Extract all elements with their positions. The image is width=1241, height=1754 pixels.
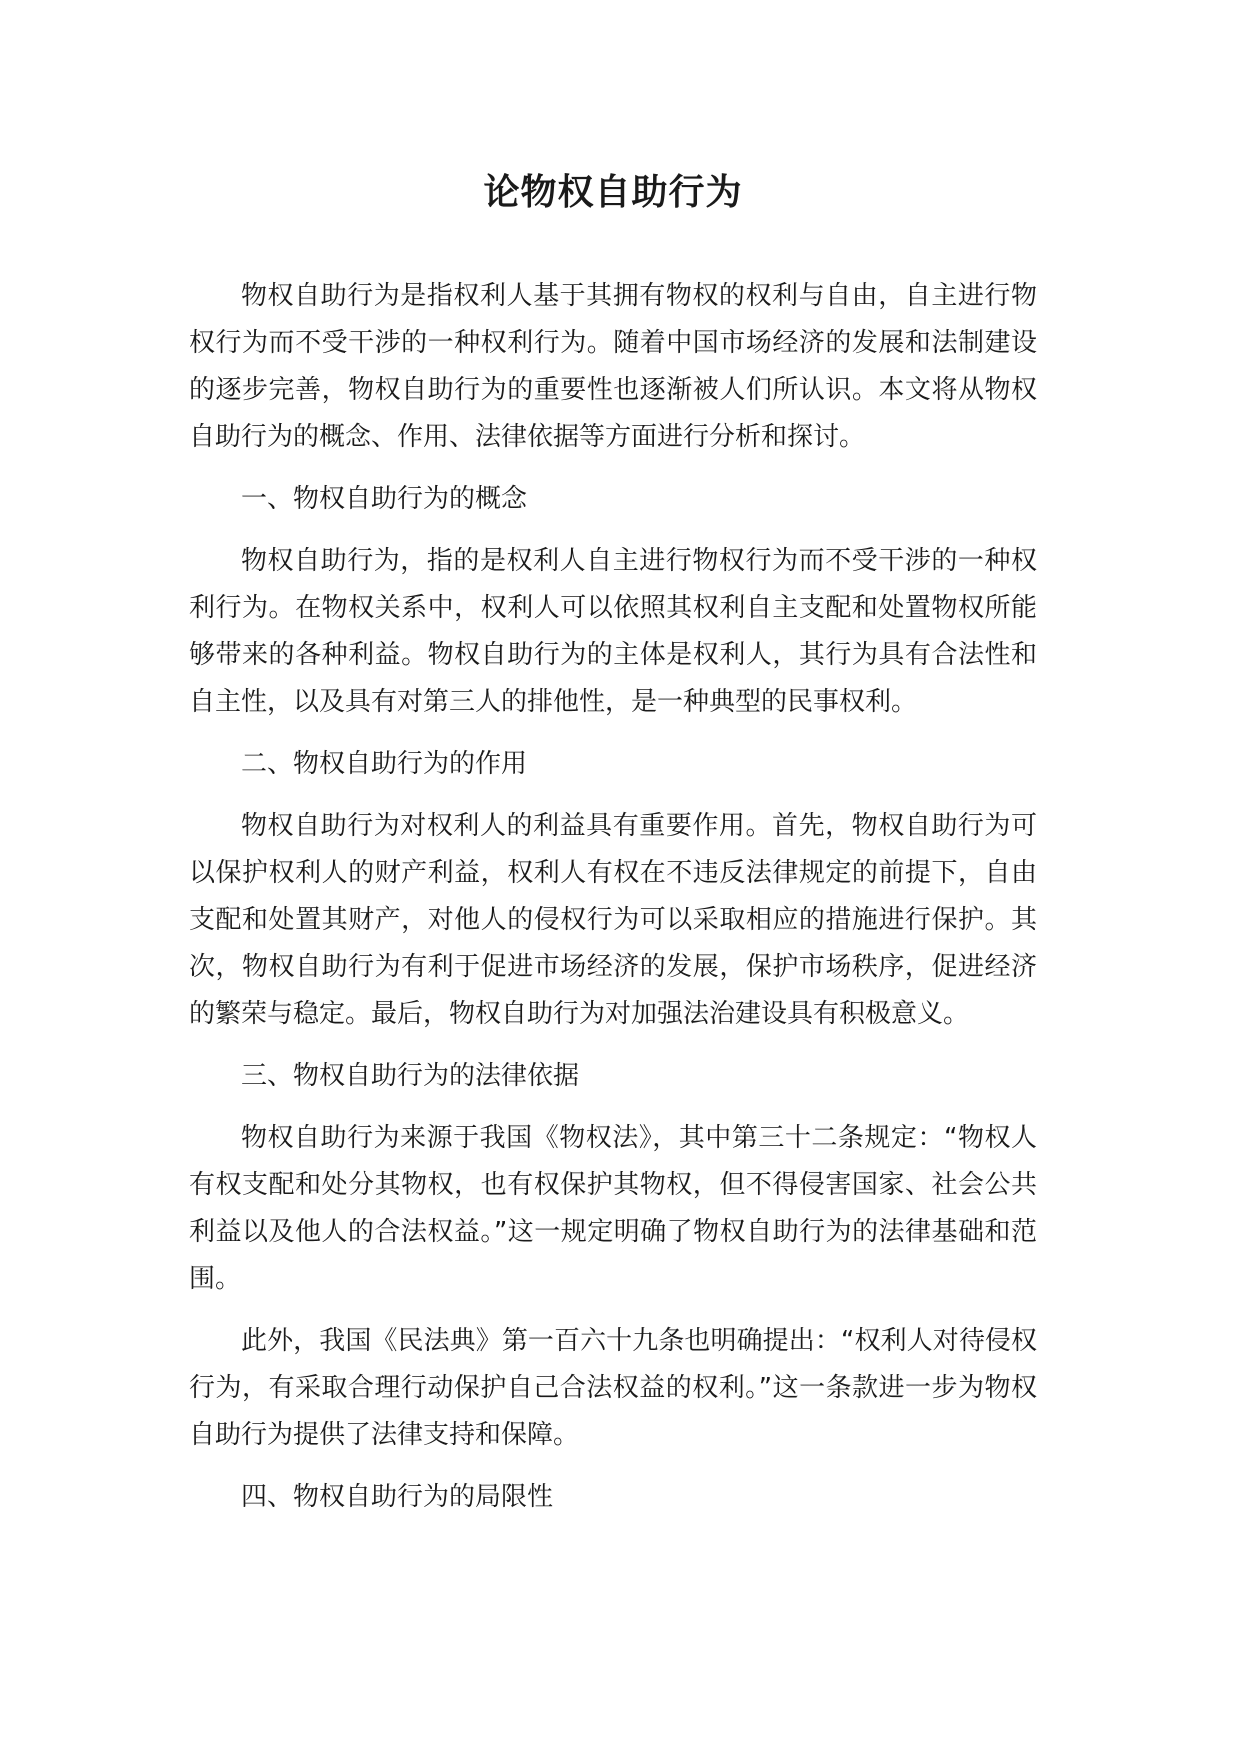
function-paragraph: 物权自助行为对权利人的利益具有重要作用。首先，物权自助行为可以保护权利人的财产利益，权利人有权在不违反法律规定的前提下，自由支配和处置其财产，对他人的侵权行为可以采取相应的措施进行保护。其次，物权自助行为有利于促进市场经济的发展，保护市场秩序，促进经济的繁荣与稳定。最后，物权自助行为对加强法治建设具有积极意义。 <box>189 810 1037 1029</box>
civil-code-paragraph: 此外，我国《民法典》第一百六十九条也明确提出：“权利人对待侵权行为，有采取合理行动保护自己合法权益的权利。”这一条款进一步为物权自助行为提供了法律支持和保障。 <box>189 1325 1037 1450</box>
document-title: 论物权自助行为 <box>483 172 743 213</box>
section-heading-limitations: 四、物权自助行为的局限性 <box>241 1481 554 1512</box>
section-heading-function: 二、物权自助行为的作用 <box>241 748 528 779</box>
document-page <box>189 170 1037 1536</box>
section-heading-legal-basis: 三、物权自助行为的法律依据 <box>241 1060 580 1091</box>
section-heading-concept: 一、物权自助行为的概念 <box>241 483 528 514</box>
concept-paragraph: 物权自助行为，指的是权利人自主进行物权行为而不受干涉的一种权利行为。在物权关系中，权利人可以依照其权利自主支配和处置物权所能够带来的各种利益。物权自助行为的主体是权利人，其行为具有合法性和自主性，以及具有对第三人的排他性，是一种典型的民事权利。 <box>189 545 1037 717</box>
intro-paragraph: 物权自助行为是指权利人基于其拥有物权的权利与自由，自主进行物权行为而不受干涉的一种权利行为。随着中国市场经济的发展和法制建设的逐步完善，物权自助行为的重要性也逐渐被人们所认识。本文将从物权自助行为的概念、作用、法律依据等方面进行分析和探讨。 <box>189 280 1037 452</box>
legal-basis-paragraph: 物权自助行为来源于我国《物权法》，其中第三十二条规定：“物权人有权支配和处分其物权，也有权保护其物权，但不得侵害国家、社会公共利益以及他人的合法权益。”这一规定明确了物权自助行为的法律基础和范围。 <box>189 1122 1037 1294</box>
